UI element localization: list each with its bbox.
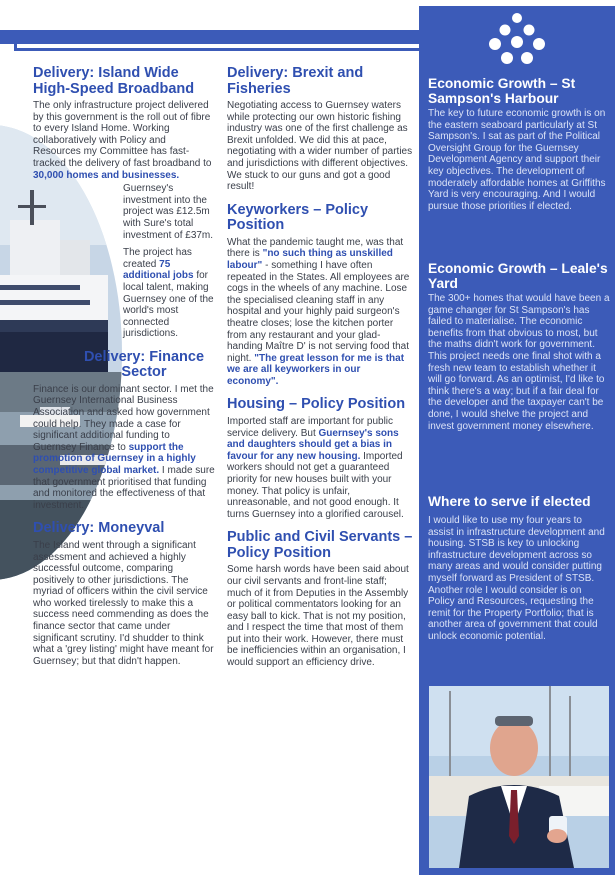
logo-dots-icon [487, 12, 547, 68]
finance-text-a: Finance is our dominant sector. I met the Guernsey International Business Association and asked how government could help. They made a case for significant additional funding to Guernsey Finance to [33, 383, 214, 453]
section-serve [428, 494, 610, 643]
broadband-highlight-homes: 30,000 homes and businesses. [33, 169, 180, 181]
keyworkers-heading: Keyworkers – Policy Position [227, 201, 369, 234]
section-finance [33, 350, 215, 512]
civil-paragraph: Some harsh words have been said about our civil servants and front-line staff; much of it from Deputies in the Assembly or political commentators looking for an easy ball to kick. That is not my position, and I respect the time that most of them put into their work. However, there must be inefficiencies within an organisation, I would support an efficiency drive. [227, 564, 409, 669]
section-housing [227, 397, 413, 520]
section-broadband [33, 66, 215, 340]
broadband-text-b: The project has created [123, 247, 192, 270]
broadband-text-c: for local talent, making Guernsey one of the world's most connected jurisdictions. [123, 270, 214, 340]
serve-heading: Where to serve if elected [428, 494, 591, 509]
keyworkers-highlight-2: "The great lesson for me is that we are all keyworkers in our economy". [227, 352, 405, 387]
housing-highlight: Guernsey's sons and daughters should get a bias in favour for any new housing. [227, 427, 399, 462]
leale-paragraph: The 300+ homes that would have been a game changer for St Sampson's has failed to materialise. The economic benefits from that obvious to most, but the maths didn't work for government. This project needs one final shot with a fresh new team to establish whether it will go forward. As an optimist, I'd like to think there's a way; but if a fair deal for the developer and the taxpayer can't be done, I would shelve the project and invest government money elsewhere. [428, 293, 610, 432]
top-accent-tick [14, 30, 17, 51]
harbour-paragraph: The key to future economic growth is on the eastern seaboard particularly at St Sampson's. I sat as part of the Political Oversight Group for the Guernsey Development Agency and support their key objectives. The development of moderately affordable homes at Griffiths Yard is very encouraging. And I would pursue those priorities if elected. [428, 108, 606, 212]
broadband-paragraph-3 [33, 247, 215, 340]
broadband-paragraph-2: Guernsey's investment into the project was £12.5m with Sure's total investment of £37m. [123, 183, 214, 241]
moneyval-paragraph: The Island went through a significant assessment and achieved a highly successful outcome, comparing positively to other jurisdictions. The myriad of officers within the civil service who worked tirelessly to make this a success need commending as does the finance sector that came under significant scrutiny. I'd shudder to think what a 'grey listing' might have meant for Guernsey; but that didn't happen. [33, 539, 214, 667]
housing-text-a: Imported staff are important for public service delivery. But [227, 415, 394, 439]
broadband-highlight-jobs: 75 additional jobs [123, 258, 194, 282]
keyworkers-text-b: - something I have often repeated in the States. All employees are cogs in the wheels of any machine. Lose the specialised cleaning staff in any hospital and your highly paid surgeon's theatre closes; lose the kitchen porter from any restaurant and your glad-handing Maître D' is not serving food that night. [227, 259, 410, 364]
top-accent-bar [0, 30, 420, 44]
housing-heading: Housing – Policy Position [227, 396, 406, 413]
broadband-heading: Delivery: Island Wide High-Speed Broadband [33, 65, 195, 97]
housing-text-b: Imported workers should not get a guaranteed priority for new houses built with your money. That policy is unfair, unreasonable, and not good enough. It turns Guernsey into a glorified carousel. [227, 450, 404, 520]
brexit-heading: Delivery: Brexit and Fisheries [227, 65, 364, 97]
finance-highlight: support the promotion of Guernsey in a highly competitive global market. [33, 441, 196, 477]
finance-heading: Delivery: Finance Sector [83, 348, 205, 381]
broadband-text-a: The only infrastructure project delivered by this government is the roll out of fibre to every Island Home. Working collaboratively with Policy and Resources my Committee has fast-tracked the delivery of fast broadband to [33, 100, 212, 169]
column-left [33, 66, 215, 677]
finance-text-b: I made sure that government prioritised that funding and monitored the effectiveness of that investment. [33, 465, 215, 511]
civil-heading: Public and Civil Servants – Policy Position [227, 529, 413, 561]
keyworkers-highlight-1: "no such thing as unskilled labour" [227, 248, 393, 271]
section-civil-servants [227, 530, 413, 668]
broadband-paragraph-1 [33, 100, 215, 181]
housing-paragraph [227, 416, 413, 520]
serve-paragraph: I would like to use my four years to assist in infrastructure development and housing. STSB is key to unlocking infrastructure development across so many areas and would consider putting myself forward as President of STSB. Another role I would consider is on Policy and Resources, requesting the remit for the Property Portfolio; that is another area of government that could unlock economic potential. [428, 515, 605, 642]
keyworkers-text-a: What the pandemic taught me, was that there is [227, 236, 404, 260]
leale-heading: Economic Growth – Leale's Yard [428, 261, 608, 291]
section-harbour [428, 76, 610, 212]
top-accent-line [14, 48, 419, 51]
section-moneyval [33, 521, 215, 667]
moneyval-heading: Delivery: Moneyval [33, 520, 165, 537]
section-leale [428, 261, 610, 432]
keyworkers-paragraph [227, 237, 413, 388]
harbour-heading: Economic Growth – St Sampson's Harbour [428, 76, 576, 106]
section-brexit [227, 66, 413, 193]
right-panel [419, 6, 615, 875]
brexit-paragraph: Negotiating access to Guernsey waters while protecting our own historic fishing industry was one of the first challenge as Brexit unfolded. We did this at pace, negotiating with a wider number of parties and jurisdictions with different objectives. We stuck to our guns and got a good result! [227, 100, 413, 193]
section-keyworkers [227, 203, 413, 388]
column-middle [227, 66, 413, 679]
candidate-portrait [429, 686, 609, 868]
finance-paragraph [33, 384, 215, 512]
